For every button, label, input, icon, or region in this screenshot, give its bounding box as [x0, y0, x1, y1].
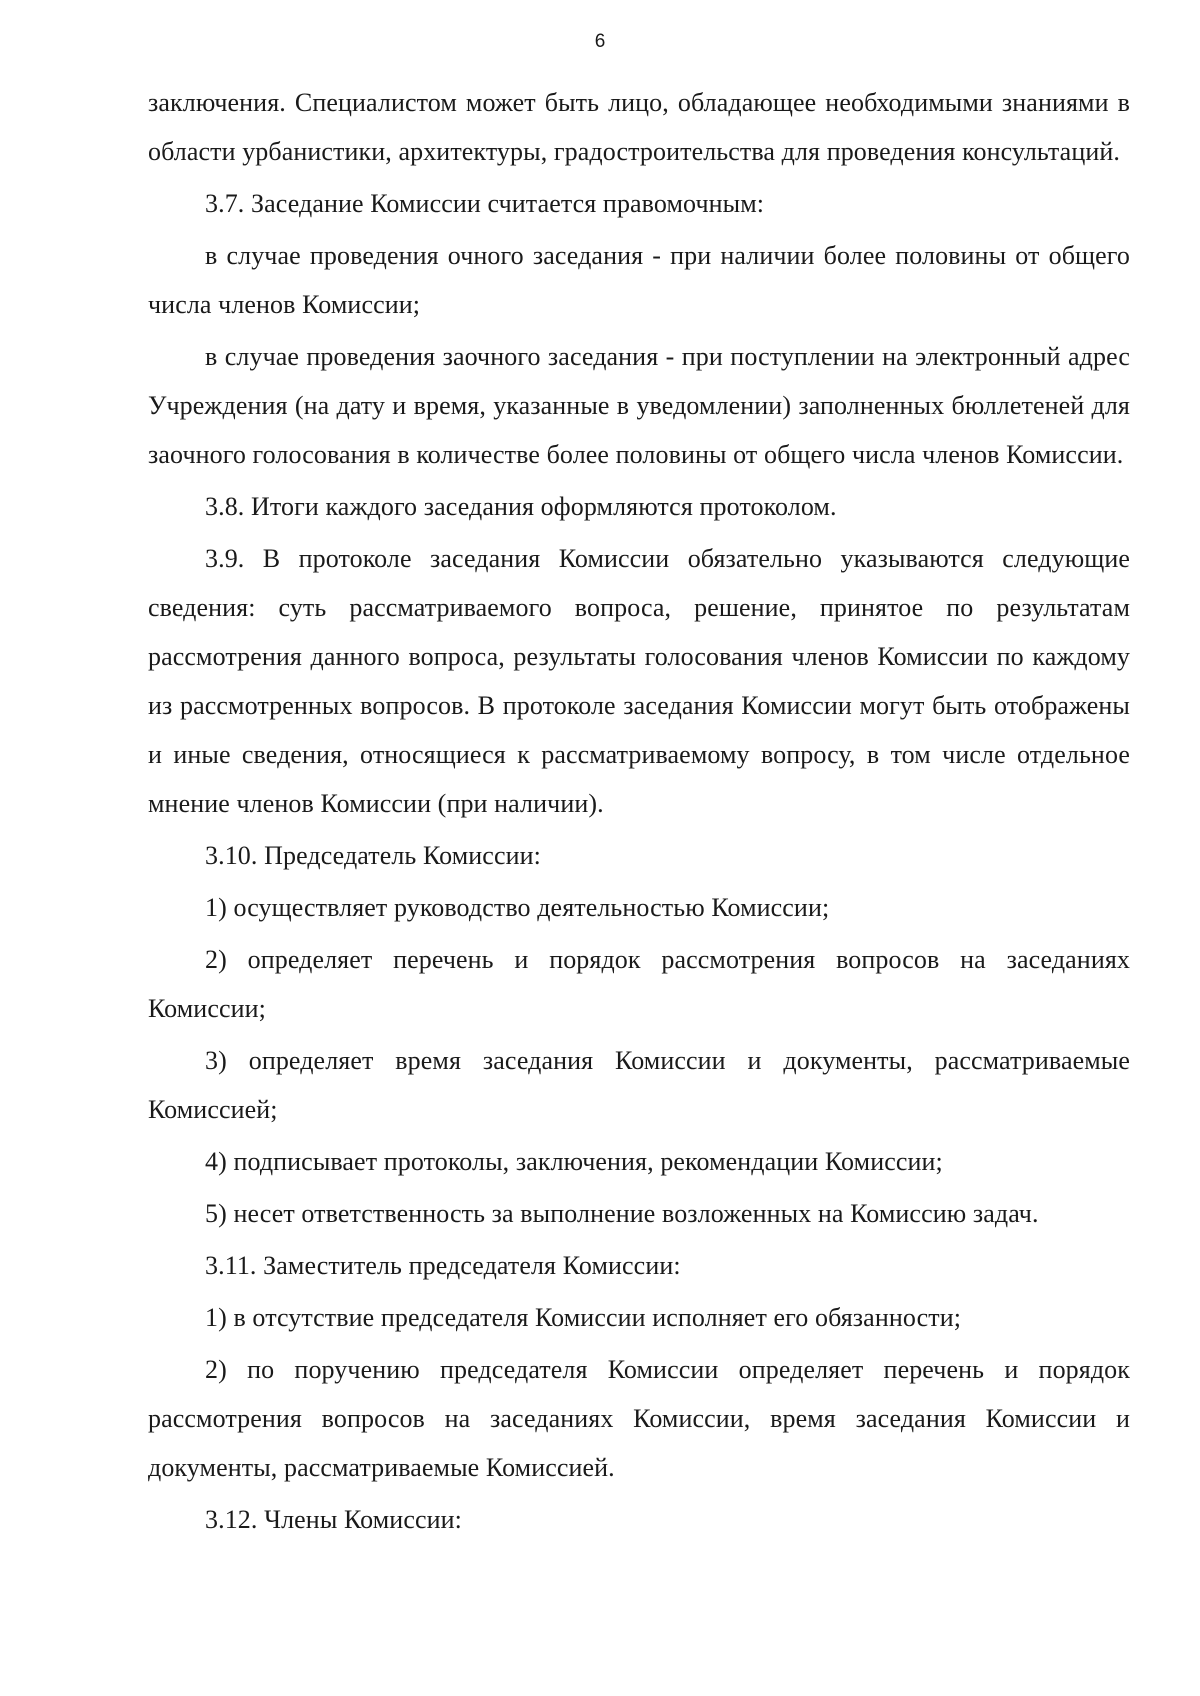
page-number: 6 — [594, 31, 606, 52]
list-item-3-11-1: 1) в отсутствие председателя Комиссии исполняет его обязанности; — [205, 1303, 962, 1332]
paragraph-3-12: 3.12. Члены Комиссии: — [205, 1505, 462, 1534]
paragraph-3-9: 3.9. В протоколе заседания Комиссии обязательно указываются следующие сведения: суть рассматриваемого вопроса, решение, принятое по результатам рассмотрения данного вопроса, результаты голосования членов Комиссии по каждому из рассмотренных вопросов. В протоколе заседания Комиссии могут быть отображены и иные сведения, относящиеся к рассматриваемому вопросу, в том числе отдельное мнение членов Комиссии (при наличии). — [148, 544, 1130, 818]
list-item-3-10-1: 1) осуществляет руководство деятельностью Комиссии; — [205, 893, 830, 922]
paragraph-3-11: 3.11. Заместитель председателя Комиссии: — [205, 1251, 681, 1280]
list-item-3-10-4: 4) подписывает протоколы, заключения, рекомендации Комиссии; — [205, 1147, 943, 1176]
list-item-3-10-2: 2) определяет перечень и порядок рассмотрения вопросов на заседаниях Комиссии; — [148, 945, 1130, 1023]
paragraph-continuation: заключения. Специалистом может быть лицо, обладающее необходимыми знаниями в области урбанистики, архитектуры, градостроительства для проведения консультаций. — [148, 88, 1130, 166]
paragraph-3-7-absentee: в случае проведения заочного заседания - при поступлении на электронный адрес Учреждения (на дату и время, указанные в уведомлении) заполненных бюллетеней для заочного голосования в количестве более половины от общего числа членов Комиссии. — [148, 342, 1130, 469]
paragraph-3-7-in-person: в случае проведения очного заседания - при наличии более половины от общего числа членов Комиссии; — [148, 241, 1130, 319]
list-item-3-10-5: 5) несет ответственность за выполнение возложенных на Комиссию задач. — [205, 1199, 1039, 1228]
document-body — [148, 78, 1130, 1547]
list-item-3-11-2: 2) по поручению председателя Комиссии определяет перечень и порядок рассмотрения вопросов на заседаниях Комиссии, время заседания Комиссии и документы, рассматриваемые Комиссией. — [148, 1355, 1130, 1482]
paragraph-3-8: 3.8. Итоги каждого заседания оформляются протоколом. — [205, 492, 837, 521]
list-item-3-10-3: 3) определяет время заседания Комиссии и документы, рассматриваемые Комиссией; — [148, 1046, 1130, 1124]
paragraph-3-7: 3.7. Заседание Комиссии считается правомочным: — [205, 189, 765, 218]
paragraph-3-10: 3.10. Председатель Комиссии: — [205, 841, 541, 870]
